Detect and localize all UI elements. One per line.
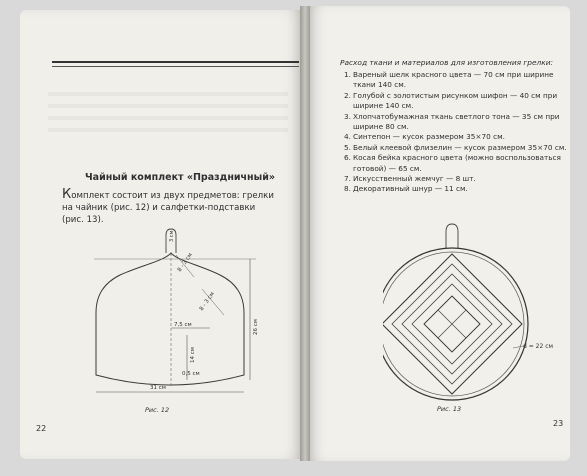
figure-caption-13: Рис. 13 bbox=[437, 405, 462, 413]
hanging-loop bbox=[446, 224, 458, 248]
list-item: 6. Косая бейка красного цвета (можно воспользоваться готовой) — 65 см. bbox=[344, 153, 561, 173]
diameter-leader bbox=[513, 346, 523, 348]
cozy-outline bbox=[96, 253, 244, 385]
list-item: 3. Хлопчатобумажная ткань светлого тона — 35 см при ширине 80 см. bbox=[344, 111, 560, 132]
loop-length-label: 3 см bbox=[169, 230, 175, 242]
page-title: Чайный комплект «Праздничный» bbox=[85, 172, 276, 183]
materials-list bbox=[344, 70, 570, 195]
drop-cap: К bbox=[62, 187, 72, 202]
tea-cozy-pattern-figure bbox=[84, 225, 274, 405]
total-width-label: 31 см bbox=[150, 385, 166, 391]
page-number-right: 23 bbox=[553, 419, 564, 428]
inner-height-label: 14 см bbox=[190, 347, 196, 363]
list-item: 4. Синтепон — кусок размером 35×70 см. bbox=[344, 132, 505, 142]
intro-text: омплект состоит из двух предметов: грелки на чайник (рис. 12) и салфетки-подставки (рис. 13). bbox=[62, 191, 274, 225]
curve-top-label: 8 - 3 см bbox=[176, 252, 194, 274]
diameter-label: d = 22 см bbox=[523, 343, 554, 350]
show-through-text bbox=[48, 104, 288, 108]
show-through-text bbox=[48, 92, 288, 96]
bottom-curve-label: 0,5 см bbox=[182, 371, 200, 377]
total-height-label: 26 см bbox=[253, 319, 259, 335]
trivet-pattern-figure bbox=[383, 220, 563, 410]
list-item: 2. Голубой с золотистым рисунком шифон — 40 см при ширине 140 см. bbox=[344, 90, 558, 111]
show-through-text bbox=[48, 128, 288, 132]
inner-circle bbox=[383, 252, 524, 396]
book-gutter bbox=[300, 6, 310, 461]
half-width-label: 7,5 см bbox=[174, 322, 192, 328]
list-item: 5. Белый клеевой флизелин — кусок размером 35×70 см. bbox=[344, 142, 567, 152]
page-number-left: 22 bbox=[36, 424, 47, 433]
intro-paragraph bbox=[62, 187, 278, 226]
list-item: 8. Декоративный шнур — 11 см. bbox=[344, 184, 468, 194]
header-rule bbox=[52, 61, 299, 63]
show-through-text bbox=[48, 116, 288, 120]
figure-caption-12: Рис. 12 bbox=[145, 406, 170, 414]
header-rule-thin bbox=[52, 66, 299, 67]
list-item: 1. Вареный шелк красного цвета — 70 см при ширине ткани 140 см. bbox=[344, 70, 554, 90]
curve-mid-label: 8 - 3 см bbox=[198, 291, 216, 313]
materials-heading: Расход ткани и материалов для изготовления грелки: bbox=[340, 58, 554, 67]
list-item: 7. Искусственный жемчуг — 8 шт. bbox=[344, 174, 476, 184]
outer-circle bbox=[383, 248, 528, 400]
